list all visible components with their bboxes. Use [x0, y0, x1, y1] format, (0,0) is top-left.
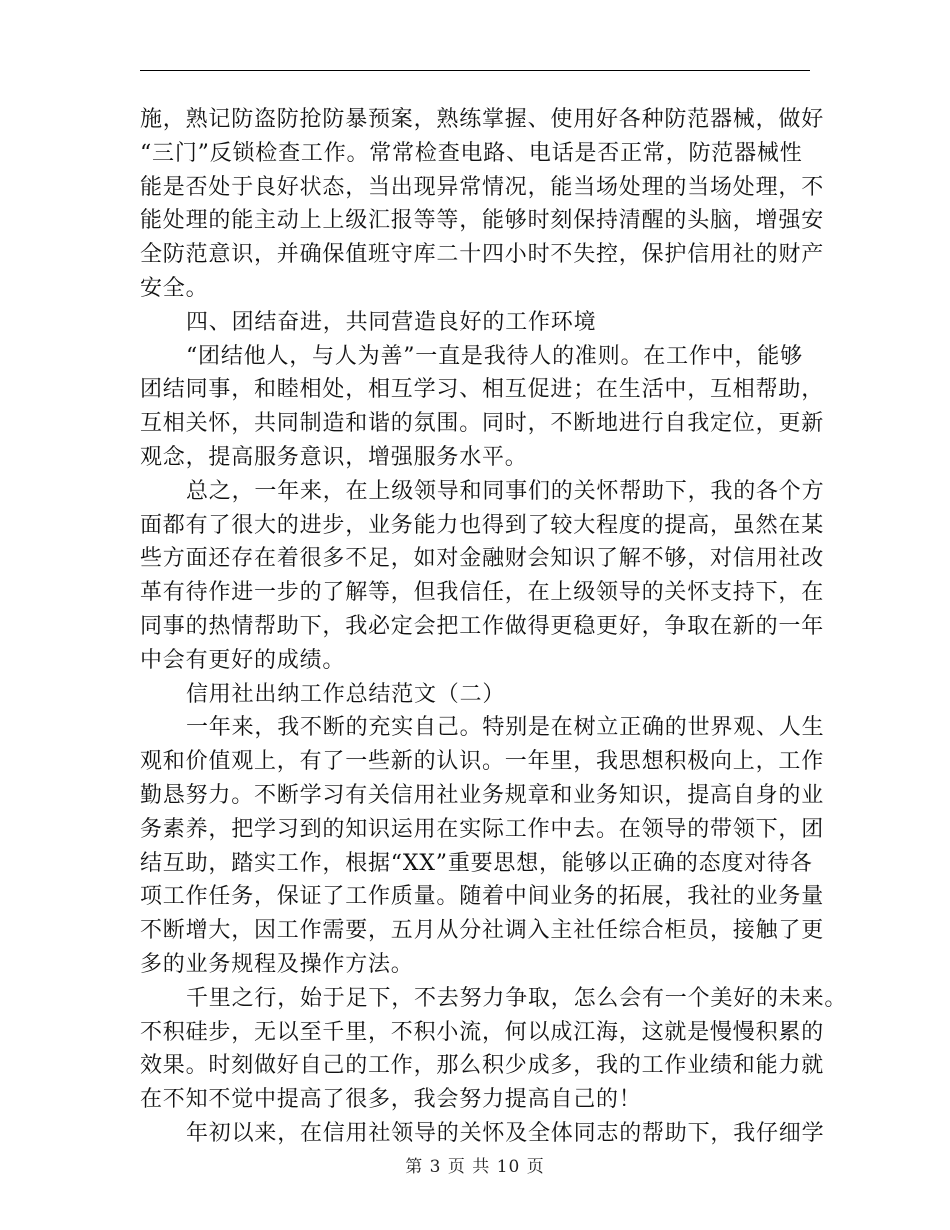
text-line: 多的业务规程及操作方法。	[140, 951, 414, 977]
text-line: 互相关怀，共同制造和谐的氛围。同时，不断地进行自我定位，更新	[140, 411, 825, 437]
text-line: 结互助，踏实工作，根据“XX”重要思想，能够以正确的态度对待各	[140, 850, 813, 876]
text-line: 观念，提高服务意识，增强服务水平。	[140, 444, 528, 470]
text-line: 不积硅步，无以至千里，不积小流，何以成江海，这就是慢慢积累的	[140, 1019, 825, 1045]
page-footer: 第 3 页 共 10 页	[405, 1157, 545, 1177]
text-line: 效果。时刻做好自己的工作，那么积少成多，我的工作业绩和能力就	[140, 1053, 825, 1079]
text-line: 务素养，把学习到的知识运用在实际工作中去。在领导的带领下，团	[140, 816, 825, 842]
document-body	[140, 103, 848, 1151]
text-line: 勤恳努力。不断学习有关信用社业务规章和业务知识，提高自身的业	[140, 782, 825, 808]
text-line: 施，熟记防盗防抢防暴预案，熟练掌握、使用好各种防范器械，做好	[140, 107, 825, 132]
text-line: “团结他人，与人为善”一直是我待人的准则。在工作中，能够	[186, 343, 803, 369]
text-line: 革有待作进一步的了解等，但我信任，在上级领导的关怀支持下，在	[140, 580, 825, 606]
text-line: 面都有了很大的进步，业务能力也得到了较大程度的提高，虽然在某	[140, 512, 825, 538]
text-line: 总之，一年来，在上级领导和同事们的关怀帮助下，我的各个方	[186, 478, 825, 504]
text-line: 项工作任务，保证了工作质量。随着中间业务的拓展，我社的业务量	[140, 884, 825, 910]
text-line: 年初以来，在信用社领导的关怀及全体同志的帮助下，我仔细学	[186, 1120, 825, 1146]
text-line: 安全。	[140, 275, 209, 301]
text-line: 团结同事，和睦相处，相互学习、相互促进；在生活中，互相帮助，	[140, 377, 825, 403]
text-line: 四、团结奋进，共同营造良好的工作环境	[186, 309, 597, 335]
header-rule	[140, 70, 810, 71]
text-line: 同事的热情帮助下，我必定会把工作做得更稳更好，争取在新的一年	[140, 613, 825, 639]
text-line: 中会有更好的成绩。	[140, 647, 346, 673]
text-line: 一年来，我不断的充实自己。特别是在树立正确的世界观、人生	[186, 715, 825, 741]
text-line: 观和价值观上，有了一些新的认识。一年里，我思想积极向上，工作	[140, 749, 825, 775]
text-line: 千里之行，始于足下，不去努力争取，怎么会有一个美好的未来。	[186, 985, 848, 1011]
text-line: 不断增大，因工作需要，五月从分社调入主社任综合柜员，接触了更	[140, 918, 825, 944]
text-line: 能是否处于良好状态，当出现异常情况，能当场处理的当场处理，不	[140, 174, 825, 200]
text-line: 能处理的能主动上上级汇报等等，能够时刻保持清醒的头脑，增强安	[140, 208, 825, 234]
text-line: 信用社出纳工作总结范文（二）	[186, 681, 506, 707]
text-line: “三门”反锁检查工作。常常检查电路、电话是否正常，防范器械性	[140, 140, 803, 166]
text-line: 些方面还存在着很多不足，如对金融财会知识了解不够，对信用社改	[140, 546, 825, 572]
text-line: 全防范意识，并确保值班守库二十四小时不失控，保护信用社的财产	[140, 242, 825, 268]
text-line: 在不知不觉中提高了很多，我会努力提高自己的！	[140, 1087, 642, 1113]
